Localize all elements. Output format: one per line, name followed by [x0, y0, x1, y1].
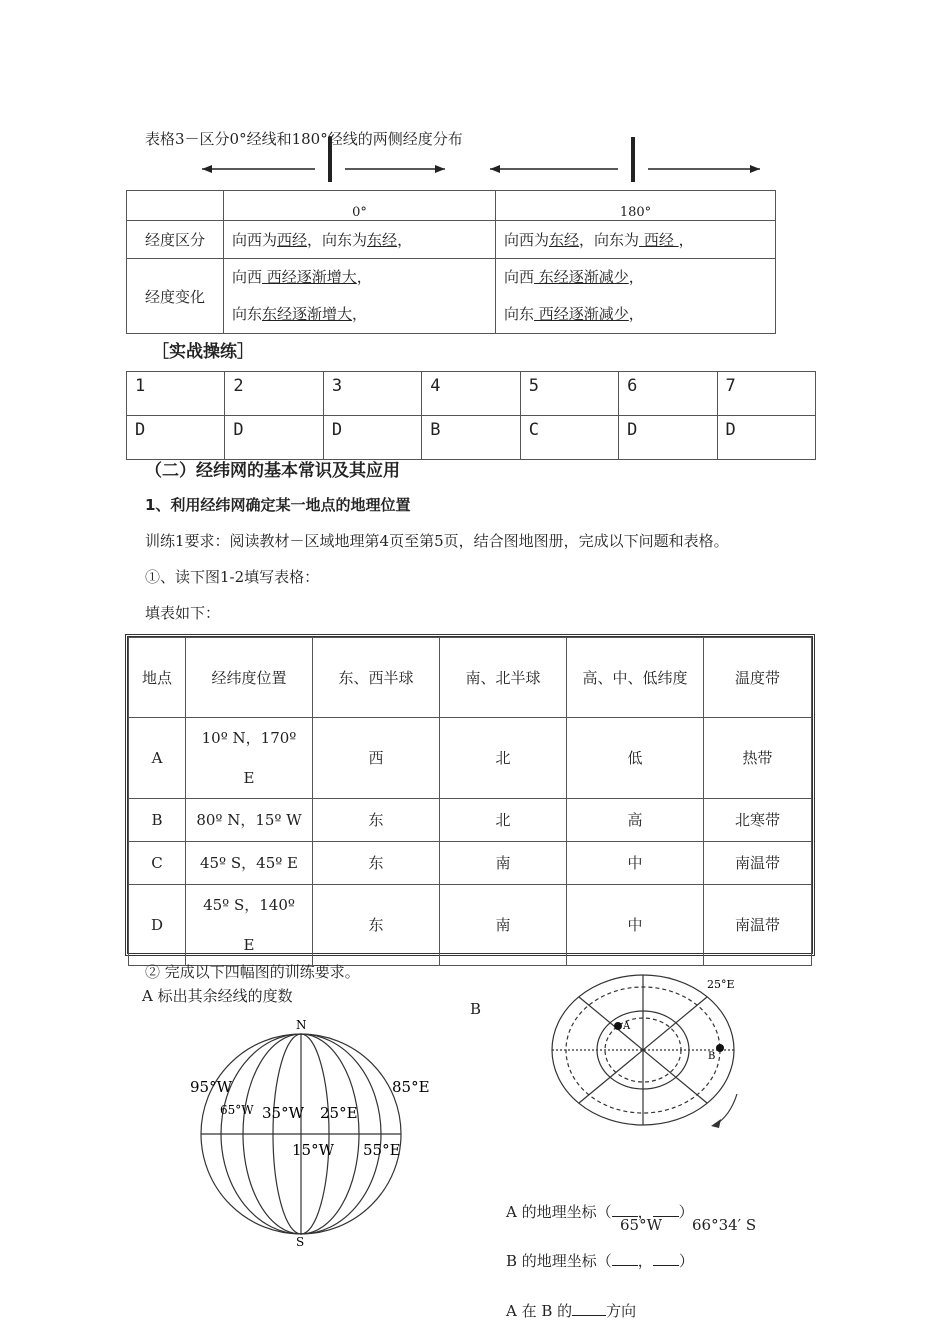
- cell-coord: 45º S，45º E: [186, 842, 313, 885]
- cell-temp: 南温带: [704, 885, 812, 966]
- q-num: 4: [422, 372, 520, 416]
- cell-lat: 中: [567, 842, 704, 885]
- polar-figure: [545, 968, 755, 1133]
- globe-outline: [201, 1034, 401, 1234]
- cell-coord: 80º N，15º W: [186, 799, 313, 842]
- row-label: 经度区分: [127, 221, 224, 259]
- section-title: （二）经纬网的基本常识及其应用: [145, 461, 400, 481]
- q-answer: D: [127, 416, 225, 460]
- cell-temp: 南温带: [704, 842, 812, 885]
- meridian-label: 95°W: [190, 1078, 233, 1096]
- point-a-dot: [614, 1022, 622, 1030]
- cell-temp: 热带: [704, 718, 812, 799]
- cell-place: C: [129, 842, 186, 885]
- table-cell: 向西为西经，向东为东经，: [224, 221, 496, 259]
- table-header-0: 0°: [224, 191, 496, 221]
- a-coord-line: A 的地理坐标（ ， ）: [506, 1203, 694, 1221]
- q-answer: C: [520, 416, 618, 460]
- cell-ns: 南: [440, 885, 567, 966]
- table-header-180: 180°: [496, 191, 776, 221]
- cell-ns: 北: [440, 799, 567, 842]
- table-caption: 表格3－区分0°经线和180°经线的两侧经度分布: [145, 130, 463, 148]
- q-num: 6: [619, 372, 717, 416]
- table-cell: 向西 西经逐渐增大， 向东东经逐渐增大，: [224, 259, 496, 334]
- cell-coord: 10º N，170º E: [186, 718, 313, 799]
- cell-lat: 低: [567, 718, 704, 799]
- cell-lat: 高: [567, 799, 704, 842]
- table-cell: 向西 东经逐渐减少， 向东 西经逐渐减少，: [496, 259, 776, 334]
- q-num: 5: [520, 372, 618, 416]
- meridian-label: 25°E: [320, 1104, 358, 1122]
- point-b-dot: [716, 1044, 724, 1052]
- q-num: 7: [717, 372, 815, 416]
- cell-ns: 北: [440, 718, 567, 799]
- fig-a-caption: A 标出其余经线的度数: [142, 987, 293, 1005]
- cell-place: B: [129, 799, 186, 842]
- globe-figure: [180, 1015, 440, 1250]
- fig-b-label: B: [470, 1000, 482, 1018]
- cell-ew: 东: [313, 799, 440, 842]
- cell-place: D: [129, 885, 186, 966]
- cell-ew: 东: [313, 842, 440, 885]
- q-answer: D: [619, 416, 717, 460]
- th-coord: 经纬度位置: [186, 638, 313, 718]
- q-answer: D: [717, 416, 815, 460]
- th-lat-zone: 高、中、低纬度: [567, 638, 704, 718]
- cell-coord: 45º S，140º E: [186, 885, 313, 966]
- table-cell: 向西为东经，向东为 西经 ，: [496, 221, 776, 259]
- location-table-frame: [125, 634, 815, 956]
- meridian-label: 35°W: [262, 1104, 305, 1122]
- cell-ew: 东: [313, 885, 440, 966]
- q-answer: B: [422, 416, 520, 460]
- q-num: 3: [323, 372, 421, 416]
- complete-text: ② 完成以下四幅图的训练要求。: [145, 963, 360, 981]
- practice-title: ［实战操练］: [152, 342, 254, 362]
- q-num: 1: [127, 372, 225, 416]
- point-b-label: B: [708, 1051, 716, 1062]
- direction-line: A 在 B 的 方向: [506, 1302, 637, 1320]
- sub-title: 1、利用经纬网确定某一地点的地理位置: [145, 496, 411, 514]
- cell-lat: 中: [567, 885, 704, 966]
- meridian-label: 85°E: [392, 1078, 430, 1096]
- longitude-table: [126, 190, 776, 334]
- fill-text: 填表如下：: [145, 604, 221, 622]
- q-answer: D: [225, 416, 323, 460]
- th-hemi-ew: 东、西半球: [313, 638, 440, 718]
- cell-temp: 北寒带: [704, 799, 812, 842]
- read-text: ①、读下图1-2填写表格：: [145, 568, 320, 586]
- direction-arrows: [190, 132, 780, 187]
- cell-ew: 西: [313, 718, 440, 799]
- meridian-label: 15°W: [292, 1141, 335, 1159]
- meridian-label: 55°E: [363, 1141, 401, 1159]
- cell-ns: 南: [440, 842, 567, 885]
- south-label: S: [296, 1235, 305, 1249]
- north-label: N: [296, 1018, 307, 1032]
- th-temp-zone: 温度带: [704, 638, 812, 718]
- b-coord-line: B 的地理坐标（ ， ）: [506, 1252, 694, 1270]
- rotation-arrow: [715, 1094, 737, 1125]
- row-label: 经度变化: [127, 259, 224, 334]
- q-answer: D: [323, 416, 421, 460]
- cell-place: A: [129, 718, 186, 799]
- practice-table: [126, 371, 816, 460]
- table-header-empty: [127, 191, 224, 221]
- q-num: 2: [225, 372, 323, 416]
- lon-label: 25°E: [707, 978, 735, 991]
- a-coord-answer-2: 66°34′ S: [692, 1216, 757, 1234]
- point-a-label: A: [623, 1021, 631, 1032]
- a-coord-answer-1: 65°W: [620, 1216, 663, 1234]
- location-table: [128, 637, 812, 966]
- th-hemi-ns: 南、北半球: [440, 638, 567, 718]
- train-text: 训练1要求：阅读教材－区域地理第4页至第5页，结合图地图册，完成以下问题和表格。: [145, 532, 729, 550]
- th-place: 地点: [129, 638, 186, 718]
- meridian-label: 65°W: [220, 1103, 254, 1117]
